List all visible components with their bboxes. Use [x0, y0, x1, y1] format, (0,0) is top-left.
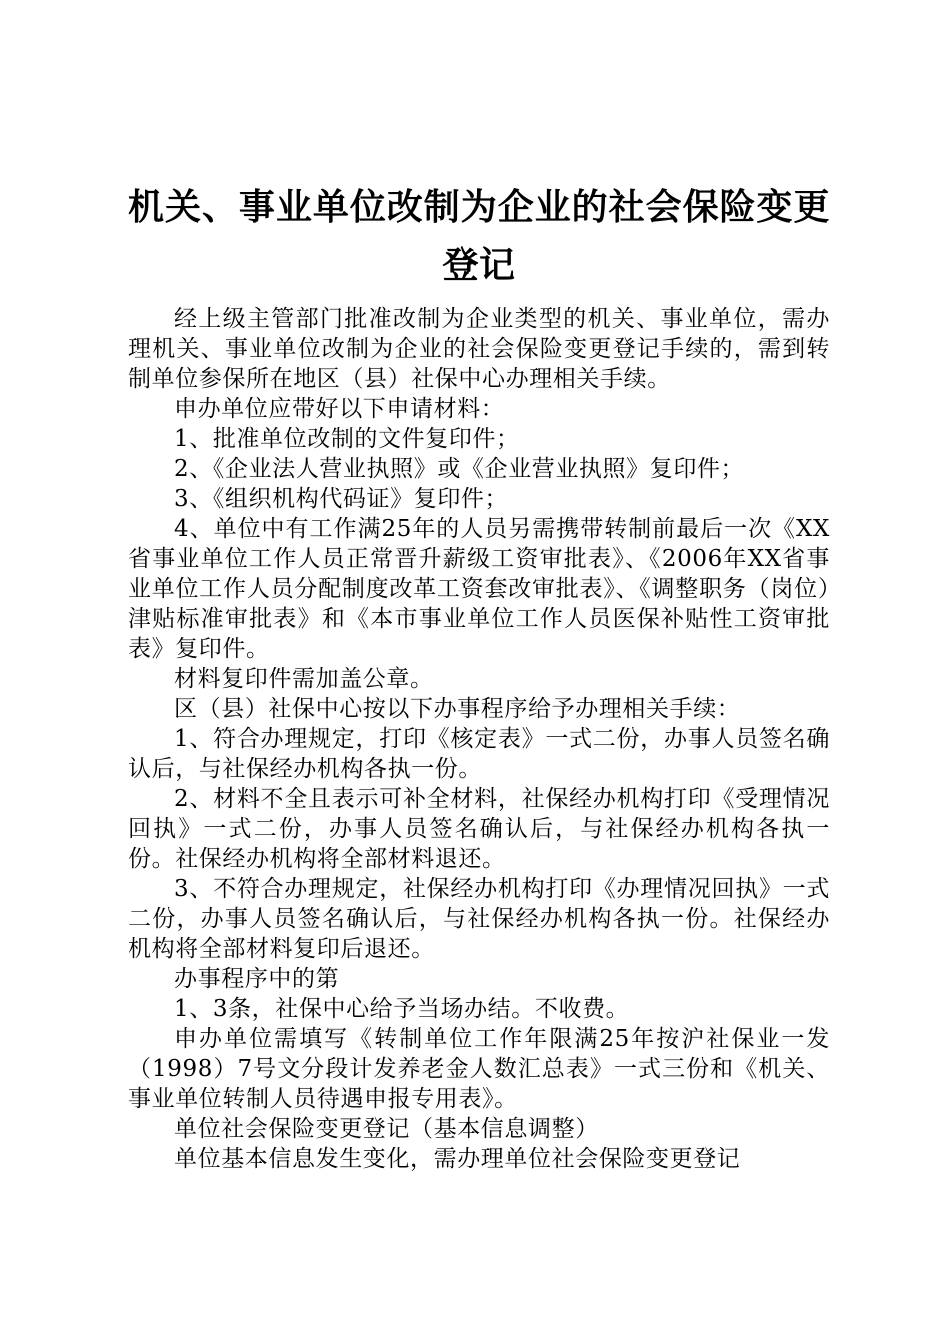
- paragraph-materials-heading: 申办单位应带好以下申请材料：: [174, 396, 505, 422]
- paragraph-material-3: 3、《组织机构代码证》复印件；: [174, 486, 509, 512]
- paragraph-forms: 申办单位需填写《转制单位工作年限满25年按沪社保业一发（1998）7号文分段计发养老金人数汇总表》一式三份和《机关、事业单位转制人员待遇申报专用表》。: [128, 1026, 830, 1112]
- paragraph-section-body: 单位基本信息发生变化，需办理单位社会保险变更登记: [174, 1146, 741, 1172]
- paragraph-intro: 经上级主管部门批准改制为企业类型的机关、事业单位，需办理机关、事业单位改制为企业的社会保险变更登记手续的，需到转制单位参保所在地区（县）社保中心办理相关手续。: [128, 306, 830, 392]
- paragraph-procedure-note-a: 办事程序中的第: [174, 966, 340, 992]
- paragraph-section-heading: 单位社会保险变更登记（基本信息调整）: [174, 1116, 599, 1142]
- paragraph-procedure-heading: 区（县）社保中心按以下办事程序给予办理相关手续：: [174, 696, 741, 722]
- paragraph-material-2: 2、《企业法人营业执照》或《企业营业执照》复印件；: [174, 456, 745, 482]
- document-body: [128, 304, 830, 1174]
- document-page: [128, 178, 830, 1174]
- paragraph-material-4: 4、单位中有工作满25年的人员另需携带转制前最后一次《XX省事业单位工作人员正常晋升薪级工资审批表》、《2006年XX省事业单位工作人员分配制度改革工资套改审批表》、《调整职务（岗位）津贴标准审批表》和《本市事业单位工作人员医保补贴性工资审批表》复印件。: [128, 516, 830, 662]
- paragraph-stamp-note: 材料复印件需加盖公章。: [174, 666, 434, 692]
- paragraph-procedure-1: 1、符合办理规定，打印《核定表》一式二份，办事人员签名确认后，与社保经办机构各执一份。: [128, 726, 830, 782]
- paragraph-procedure-3: 3、不符合办理规定，社保经办机构打印《办理情况回执》一式二份，办事人员签名确认后，与社保经办机构各执一份。社保经办机构将全部材料复印后退还。: [128, 876, 830, 962]
- paragraph-procedure-note-b: 1、3条，社保中心给予当场办结。不收费。: [174, 996, 630, 1022]
- paragraph-procedure-2: 2、材料不全且表示可补全材料，社保经办机构打印《受理情况回执》一式二份，办事人员签名确认后，与社保经办机构各执一份。社保经办机构将全部材料退还。: [128, 786, 830, 872]
- paragraph-material-1: 1、批准单位改制的文件复印件；: [174, 426, 520, 452]
- document-title: 机关、事业单位改制为企业的社会保险变更登记: [128, 186, 830, 286]
